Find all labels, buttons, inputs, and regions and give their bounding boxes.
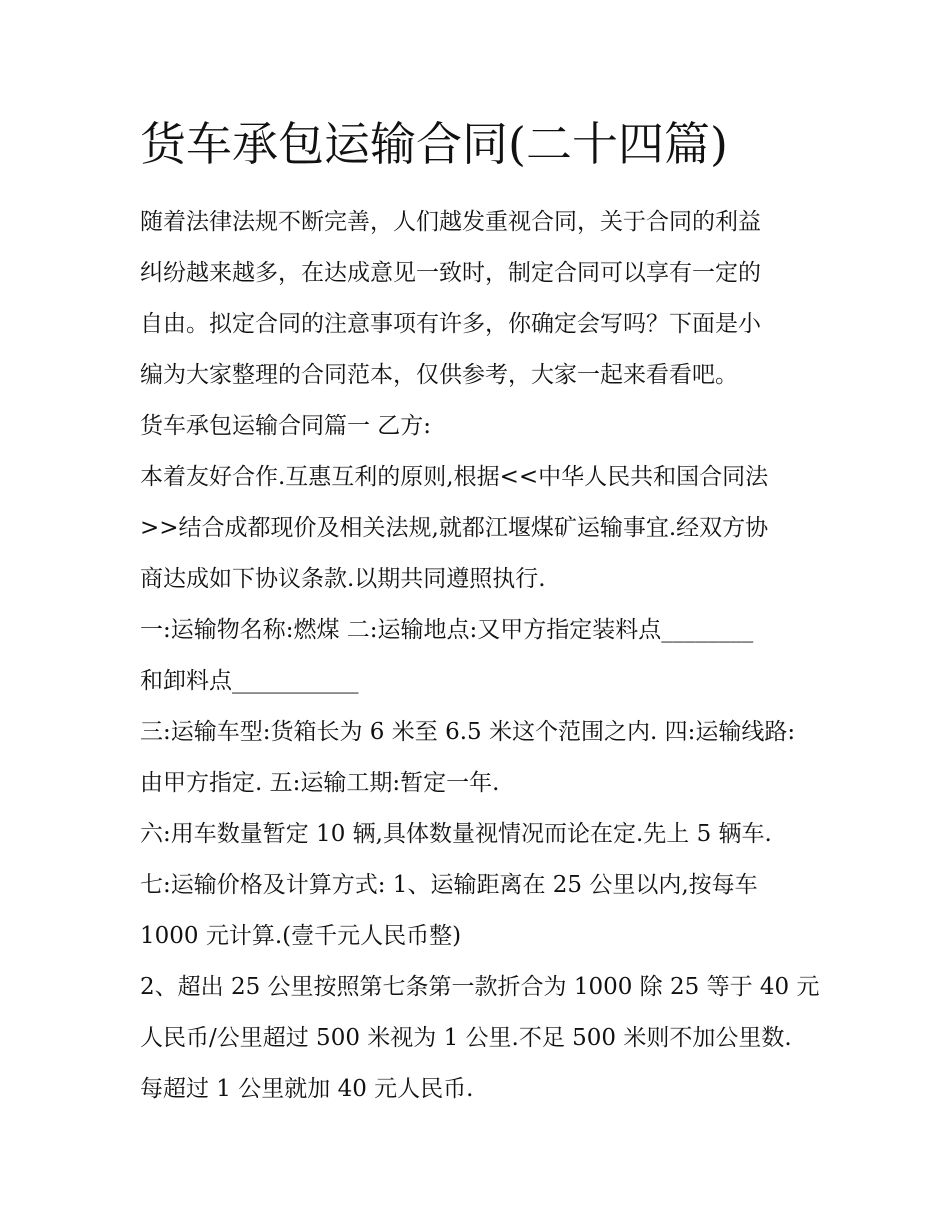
body-line: 六:用车数量暂定 10 辆,具体数量视情况而论在定.先上 5 辆车. [140,821,772,847]
body-line: >>结合成都现价及相关法规,就都江堰煤矿运输事宜.经双方协 [140,515,769,541]
section-heading: 货车承包运输合同篇一 乙方: [140,413,432,439]
body-line: 纠纷越来越多，在达成意见一致时，制定合同可以享有一定的 [140,260,761,286]
body-line: 七:运输价格及计算方式: 1、运输距离在 25 公里以内,按每车 [140,872,758,898]
body-line: 一:运输物名称:燃煤 二:运输地点:又甲方指定装料点________ [140,617,754,643]
body-line: 随着法律法规不断完善，人们越发重视合同，关于合同的利益 [140,209,761,235]
body-line: 1000 元计算.(壹千元人民币整) [140,923,462,949]
body-line: 由甲方指定. 五:运输工期:暂定一年. [140,770,500,796]
body-line: 2、超出 25 公里按照第七条第一款折合为 1000 除 25 等于 40 元 [140,974,820,1000]
document-body [140,197,820,1115]
body-line: 编为大家整理的合同范本，仅供参考，大家一起来看看吧。 [140,362,738,388]
body-line: 自由。拟定合同的注意事项有许多，你确定会写吗？下面是小 [140,311,761,337]
body-line: 本着友好合作.互惠互利的原则,根据<<中华人民共和国合同法 [140,464,769,490]
body-line: 三:运输车型:货箱长为 6 米至 6.5 米这个范围之内. 四:运输线路: [140,719,796,745]
body-line: 人民币/公里超过 500 米视为 1 公里.不足 500 米则不加公里数. [140,1025,792,1051]
document-title: 货车承包运输合同(二十四篇) [140,117,728,171]
body-line: 每超过 1 公里就加 40 元人民币. [140,1076,474,1102]
body-line: 商达成如下协议条款.以期共同遵照执行. [140,566,546,592]
body-line: 和卸料点___________ [140,668,359,694]
